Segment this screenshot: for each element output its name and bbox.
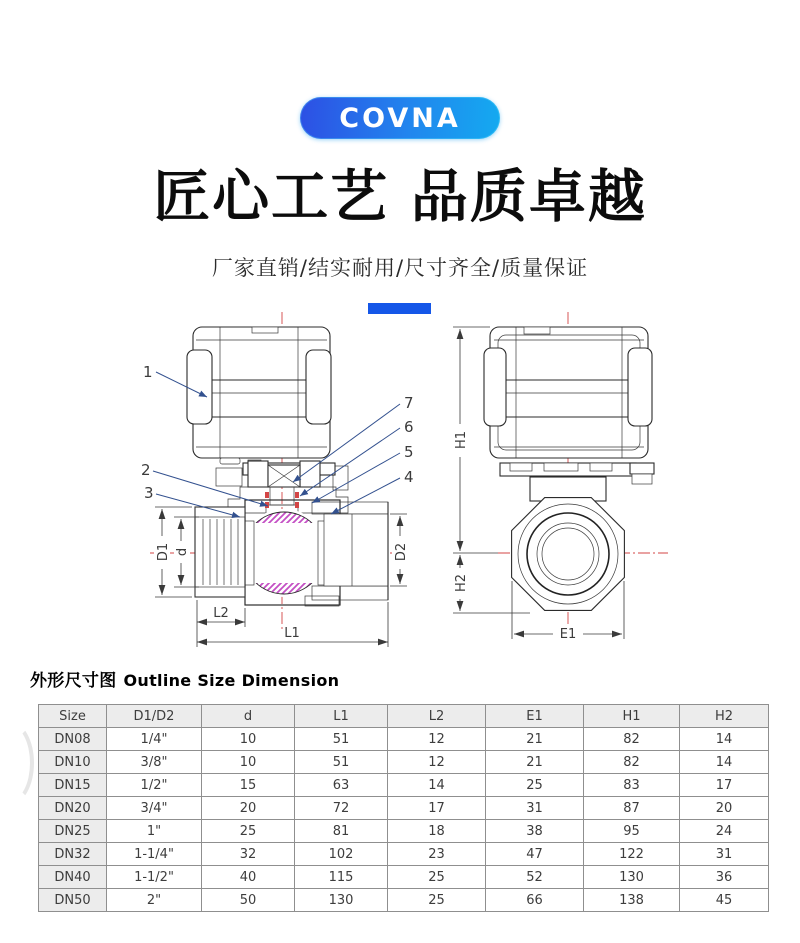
dim-L2 xyxy=(197,600,245,647)
table-row xyxy=(39,843,769,866)
accent-underline xyxy=(368,303,431,314)
table-cell: 1-1/4" xyxy=(107,843,202,866)
table-cell: 31 xyxy=(486,797,584,820)
table-cell: 1" xyxy=(107,820,202,843)
side-view xyxy=(452,312,668,642)
table-row xyxy=(39,728,769,751)
table-row xyxy=(39,889,769,912)
table-cell: 23 xyxy=(388,843,486,866)
brand-logo-text: COVNA xyxy=(339,102,461,134)
table-cell: 25 xyxy=(388,866,486,889)
table-cell: 87 xyxy=(584,797,680,820)
callout-2: 2 xyxy=(141,461,151,479)
table-cell: 52 xyxy=(486,866,584,889)
dim-label-d: d xyxy=(175,547,190,557)
table-cell: 63 xyxy=(295,774,388,797)
table-cell-size: DN32 xyxy=(39,843,107,866)
table-cell: 40 xyxy=(202,866,295,889)
watermark-arc xyxy=(0,722,34,804)
table-header-cell: E1 xyxy=(486,705,584,728)
table-cell: 20 xyxy=(202,797,295,820)
table-cell: 21 xyxy=(486,728,584,751)
table-cell: 21 xyxy=(486,751,584,774)
table-cell: 25 xyxy=(202,820,295,843)
table-cell: 45 xyxy=(680,889,769,912)
table-row xyxy=(39,751,769,774)
dim-label-l1: L1 xyxy=(284,626,300,641)
table-cell: 72 xyxy=(295,797,388,820)
section-title xyxy=(30,666,339,691)
table-row xyxy=(39,866,769,889)
dimension-table xyxy=(38,704,769,912)
table-cell: 47 xyxy=(486,843,584,866)
callout-7: 7 xyxy=(404,394,414,412)
table-row xyxy=(39,820,769,843)
dim-label-d2: D2 xyxy=(394,542,409,562)
table-cell: 83 xyxy=(584,774,680,797)
table-cell: 82 xyxy=(584,728,680,751)
table-cell: 1/2" xyxy=(107,774,202,797)
table-row xyxy=(39,774,769,797)
dim-D2 xyxy=(390,514,409,586)
table-cell: 51 xyxy=(295,728,388,751)
table-cell: 95 xyxy=(584,820,680,843)
table-cell: 25 xyxy=(486,774,584,797)
table-cell: 1-1/2" xyxy=(107,866,202,889)
table-cell: 25 xyxy=(388,889,486,912)
valve-technical-drawing xyxy=(0,300,800,665)
table-cell: 32 xyxy=(202,843,295,866)
table-cell: 130 xyxy=(295,889,388,912)
table-header-cell: H2 xyxy=(680,705,769,728)
table-cell: 50 xyxy=(202,889,295,912)
left-pipe xyxy=(195,507,245,597)
callout-6: 6 xyxy=(404,418,414,436)
table-header-cell: L1 xyxy=(295,705,388,728)
table-cell: 82 xyxy=(584,751,680,774)
table-cell: 14 xyxy=(680,751,769,774)
side-valve-body xyxy=(512,498,625,611)
table-header-cell: Size xyxy=(39,705,107,728)
table-cell: 36 xyxy=(680,866,769,889)
table-cell: 12 xyxy=(388,728,486,751)
dim-label-h2: H2 xyxy=(454,573,469,593)
seat-left xyxy=(245,521,254,585)
table-cell: 122 xyxy=(584,843,680,866)
table-header-cell: d xyxy=(202,705,295,728)
dim-label-d1: D1 xyxy=(156,542,171,562)
table-cell: 3/4" xyxy=(107,797,202,820)
section-title-en: Outline Size Dimension xyxy=(123,671,340,690)
table-header-cell: D1/D2 xyxy=(107,705,202,728)
table-cell-size: DN15 xyxy=(39,774,107,797)
table-cell-size: DN20 xyxy=(39,797,107,820)
callout-5: 5 xyxy=(404,443,414,461)
front-valve-body xyxy=(195,500,388,606)
table-body xyxy=(39,728,769,912)
front-view xyxy=(141,312,414,647)
table-cell: 31 xyxy=(680,843,769,866)
table-cell: 38 xyxy=(486,820,584,843)
table-cell: 10 xyxy=(202,751,295,774)
side-actuator xyxy=(484,327,652,458)
table-cell-size: DN08 xyxy=(39,728,107,751)
table-cell: 81 xyxy=(295,820,388,843)
table-cell: 66 xyxy=(486,889,584,912)
brand-logo xyxy=(300,97,500,139)
table-cell: 24 xyxy=(680,820,769,843)
side-bracket-neck xyxy=(500,463,654,501)
table-row xyxy=(39,797,769,820)
table-cell: 14 xyxy=(388,774,486,797)
table-cell: 1/4" xyxy=(107,728,202,751)
callout-3: 3 xyxy=(144,484,154,502)
table-cell: 115 xyxy=(295,866,388,889)
table-cell: 51 xyxy=(295,751,388,774)
table-cell-size: DN40 xyxy=(39,866,107,889)
dim-label-h1: H1 xyxy=(454,430,469,450)
dim-label-e1: E1 xyxy=(559,627,577,642)
table-cell: 17 xyxy=(680,774,769,797)
table-cell: 20 xyxy=(680,797,769,820)
page-title: 匠心工艺 品质卓越 xyxy=(153,164,647,230)
callout-1: 1 xyxy=(143,363,153,381)
table-cell-size: DN25 xyxy=(39,820,107,843)
dim-label-l2: L2 xyxy=(213,606,229,621)
callout-4: 4 xyxy=(404,468,414,486)
table-cell: 17 xyxy=(388,797,486,820)
table-cell-size: DN50 xyxy=(39,889,107,912)
table-cell: 12 xyxy=(388,751,486,774)
table-header-row xyxy=(39,705,769,728)
table-cell: 102 xyxy=(295,843,388,866)
table-cell: 2" xyxy=(107,889,202,912)
table-header-cell: L2 xyxy=(388,705,486,728)
table-cell-size: DN10 xyxy=(39,751,107,774)
section-title-zh: 外形尺寸图 xyxy=(30,671,117,691)
table-cell: 14 xyxy=(680,728,769,751)
table-cell: 18 xyxy=(388,820,486,843)
table-cell: 138 xyxy=(584,889,680,912)
table-cell: 10 xyxy=(202,728,295,751)
front-actuator xyxy=(187,327,331,465)
table-cell: 15 xyxy=(202,774,295,797)
table-cell: 130 xyxy=(584,866,680,889)
page-subtitle: 厂家直销/结实耐用/尺寸齐全/质量保证 xyxy=(211,256,589,280)
table-header-cell: H1 xyxy=(584,705,680,728)
table-cell: 3/8" xyxy=(107,751,202,774)
